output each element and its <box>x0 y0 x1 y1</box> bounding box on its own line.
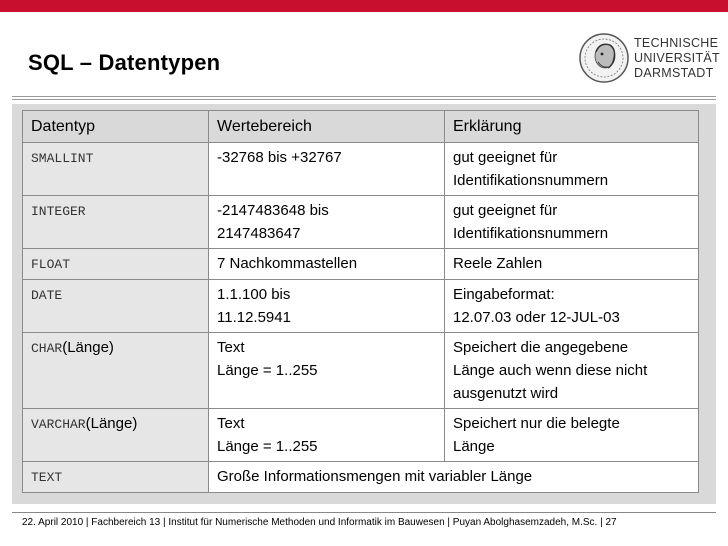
type-name: DATE <box>31 288 63 303</box>
table-row <box>23 196 699 249</box>
slide-title: SQL – Datentypen <box>28 50 221 75</box>
type-cell <box>23 333 209 409</box>
logo-line-1: TECHNISCHE <box>634 36 719 50</box>
type-cell <box>23 409 209 462</box>
merged-desc-cell: Große Informationsmengen mit variabler Länge <box>209 462 699 493</box>
header-divider-2 <box>12 99 716 100</box>
type-name: FLOAT <box>31 257 71 272</box>
slide-footer: 22. April 2010 | Fachbereich 13 | Institut für Numerische Methoden und Informatik im Bauwesen | Puyan Abolghasemzadeh, M.Sc. | 27 <box>22 517 617 528</box>
type-name: INTEGER <box>31 204 86 219</box>
desc-cell <box>445 143 699 196</box>
top-accent-bar <box>0 0 728 12</box>
datatypes-table <box>22 110 699 493</box>
type-suffix: (Länge) <box>85 415 138 432</box>
range-line: 11.12.5941 <box>217 309 291 326</box>
logo-line-2: UNIVERSITÄT <box>634 51 720 65</box>
table-row <box>23 143 699 196</box>
table-row <box>23 249 699 280</box>
header-datentyp: Datentyp <box>23 111 209 143</box>
range-cell <box>209 249 445 280</box>
desc-line: Identifikationsnummern <box>453 225 609 242</box>
type-name: TEXT <box>31 470 63 485</box>
range-line: Text <box>217 339 245 356</box>
range-cell <box>209 143 445 196</box>
desc-line: Eingabeformat: <box>453 286 555 303</box>
header-divider <box>12 96 716 97</box>
desc-line: Speichert nur die belegte <box>453 415 620 432</box>
desc-line: ausgenutzt wird <box>453 385 559 402</box>
desc-cell <box>445 409 699 462</box>
type-cell <box>23 249 209 280</box>
table-row <box>23 409 699 462</box>
header-wertebereich: Wertebereich <box>209 111 445 143</box>
range-cell <box>209 280 445 333</box>
range-line: 2147483647 <box>217 225 301 242</box>
type-name: SMALLINT <box>31 151 94 166</box>
range-line: 7 Nachkommastellen <box>217 255 358 272</box>
footer-divider <box>12 512 716 513</box>
desc-line: Länge <box>453 438 495 455</box>
table-row <box>23 462 699 493</box>
range-line: -2147483648 bis <box>217 202 329 219</box>
range-cell <box>209 333 445 409</box>
range-line: 1.1.100 bis <box>217 286 291 303</box>
desc-line: Reele Zahlen <box>453 255 543 272</box>
type-cell <box>23 143 209 196</box>
desc-line: gut geeignet für <box>453 149 558 166</box>
type-cell <box>23 462 209 493</box>
table-row <box>23 280 699 333</box>
desc-line: 12.07.03 oder 12-JUL-03 <box>453 309 620 326</box>
desc-line: Länge auch wenn diese nicht <box>453 362 648 379</box>
table-row <box>23 333 699 409</box>
desc-line: gut geeignet für <box>453 202 558 219</box>
range-cell <box>209 409 445 462</box>
desc-cell <box>445 196 699 249</box>
tu-darmstadt-logo <box>578 30 718 86</box>
range-line: Länge = 1..255 <box>217 438 318 455</box>
header-erklaerung: Erklärung <box>445 111 699 143</box>
type-cell <box>23 196 209 249</box>
desc-line: Speichert die angegebene <box>453 339 629 356</box>
desc-cell <box>445 249 699 280</box>
range-line: -32768 bis +32767 <box>217 149 342 166</box>
type-name: CHAR <box>31 341 63 356</box>
range-line: Länge = 1..255 <box>217 362 318 379</box>
range-line: Text <box>217 415 245 432</box>
table-header-row <box>23 111 699 143</box>
type-cell <box>23 280 209 333</box>
range-cell <box>209 196 445 249</box>
type-suffix: (Länge) <box>62 339 114 356</box>
logo-line-3: DARMSTADT <box>634 66 714 80</box>
desc-cell <box>445 333 699 409</box>
seal-icon <box>578 32 630 84</box>
type-name: VARCHAR <box>31 417 86 432</box>
desc-cell <box>445 280 699 333</box>
desc-line: Identifikationsnummern <box>453 172 609 189</box>
